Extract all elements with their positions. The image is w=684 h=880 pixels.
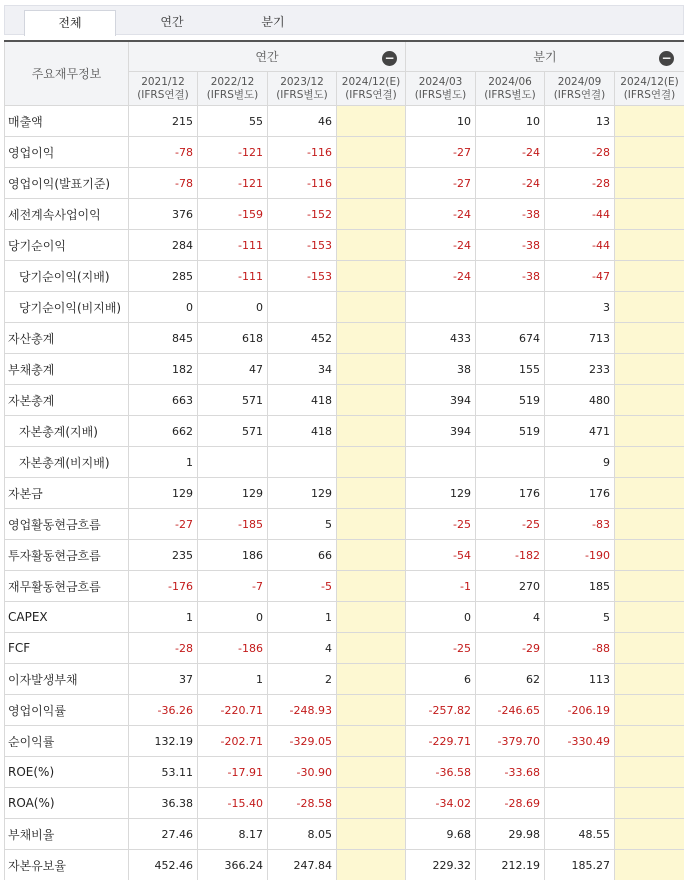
- table-cell: -5: [268, 571, 337, 602]
- table-cell: 29.98: [476, 819, 545, 850]
- table-row: [5, 788, 684, 819]
- table-cell: 618: [198, 323, 268, 354]
- table-cell: -182: [476, 540, 545, 571]
- table-cell: -186: [198, 633, 268, 664]
- table-cell: [615, 292, 684, 323]
- corner-label: 주요재무정보: [5, 41, 129, 106]
- table-cell: [268, 292, 337, 323]
- row-label: 당기순이익(지배): [5, 261, 129, 292]
- table-cell: -44: [545, 199, 615, 230]
- table-cell: 48.55: [545, 819, 615, 850]
- row-label: 당기순이익: [5, 230, 129, 261]
- column-accounting-basis: (IFRS별도): [484, 88, 536, 101]
- table-cell: -38: [476, 261, 545, 292]
- table-cell: [337, 261, 406, 292]
- table-cell: -28.58: [268, 788, 337, 819]
- table-cell: 376: [129, 199, 198, 230]
- column-accounting-basis: (IFRS연결): [345, 88, 397, 101]
- table-cell: [615, 726, 684, 757]
- row-label: 재무활동현금흐름: [5, 571, 129, 602]
- table-cell: [615, 354, 684, 385]
- table-cell: -24: [406, 199, 476, 230]
- table-cell: 55: [198, 106, 268, 137]
- table-cell: 233: [545, 354, 615, 385]
- table-cell: 452.46: [129, 850, 198, 880]
- table-cell: 5: [268, 509, 337, 540]
- tab-bar: [4, 5, 684, 35]
- table-cell: 215: [129, 106, 198, 137]
- row-label: 투자활동현금흐름: [5, 540, 129, 571]
- row-label: 순이익률: [5, 726, 129, 757]
- table-cell: -28: [545, 168, 615, 199]
- column-accounting-basis: (IFRS별도): [414, 88, 467, 101]
- table-cell: 394: [406, 385, 476, 416]
- table-cell: -24: [406, 261, 476, 292]
- table-cell: [615, 509, 684, 540]
- table-cell: [337, 478, 406, 509]
- table-cell: 182: [129, 354, 198, 385]
- table-cell: 132.19: [129, 726, 198, 757]
- table-cell: -30.90: [268, 757, 337, 788]
- table-cell: -47: [545, 261, 615, 292]
- column-accounting-basis: (IFRS연결): [623, 88, 676, 101]
- table-cell: [615, 447, 684, 478]
- financial-summary-table: [4, 40, 684, 880]
- table-cell: -111: [198, 230, 268, 261]
- table-cell: 62: [476, 664, 545, 695]
- column-accounting-basis: (IFRS별도): [206, 88, 259, 101]
- table-cell: [615, 850, 684, 880]
- table-cell: -38: [476, 199, 545, 230]
- table-cell: [337, 633, 406, 664]
- table-cell: -111: [198, 261, 268, 292]
- table-cell: [615, 323, 684, 354]
- table-row: [5, 695, 684, 726]
- table-cell: -54: [406, 540, 476, 571]
- table-cell: [337, 230, 406, 261]
- table-cell: [337, 757, 406, 788]
- table-cell: 129: [406, 478, 476, 509]
- table-cell: -24: [406, 230, 476, 261]
- table-row: [5, 292, 684, 323]
- table-cell: -29: [476, 633, 545, 664]
- row-label: 영업이익률: [5, 695, 129, 726]
- table-cell: 10: [476, 106, 545, 137]
- table-cell: [615, 137, 684, 168]
- table-cell: 4: [476, 602, 545, 633]
- table-row: [5, 168, 684, 199]
- table-cell: [337, 447, 406, 478]
- table-row: [5, 509, 684, 540]
- table-cell: 53.11: [129, 757, 198, 788]
- table-cell: -28: [129, 633, 198, 664]
- tab-quarter[interactable]: 분기: [261, 15, 285, 29]
- table-cell: -153: [268, 261, 337, 292]
- table-cell: -24: [476, 137, 545, 168]
- column-header: [268, 72, 337, 106]
- table-row: [5, 354, 684, 385]
- table-cell: 270: [476, 571, 545, 602]
- table-cell: 46: [268, 106, 337, 137]
- table-cell: -229.71: [406, 726, 476, 757]
- table-cell: -220.71: [198, 695, 268, 726]
- table-cell: -36.26: [129, 695, 198, 726]
- table-cell: [476, 447, 545, 478]
- table-cell: [615, 788, 684, 819]
- column-period: 2024/12(E): [341, 75, 401, 88]
- row-label: 부채총계: [5, 354, 129, 385]
- table-cell: 1: [268, 602, 337, 633]
- table-cell: [337, 850, 406, 880]
- table-cell: [545, 788, 615, 819]
- column-period: 2021/12: [141, 75, 185, 88]
- table-cell: [615, 540, 684, 571]
- table-cell: [615, 602, 684, 633]
- table-cell: [406, 447, 476, 478]
- table-cell: 9.68: [406, 819, 476, 850]
- column-accounting-basis: (IFRS연결): [137, 88, 189, 101]
- table-cell: 229.32: [406, 850, 476, 880]
- table-cell: -17.91: [198, 757, 268, 788]
- table-cell: [615, 168, 684, 199]
- row-label: 영업이익(발표기준): [5, 168, 129, 199]
- row-label: 영업이익: [5, 137, 129, 168]
- table-cell: 13: [545, 106, 615, 137]
- table-cell: [337, 540, 406, 571]
- column-header: [337, 72, 406, 106]
- table-row: [5, 137, 684, 168]
- table-cell: 6: [406, 664, 476, 695]
- table-cell: -27: [406, 168, 476, 199]
- table-cell: -34.02: [406, 788, 476, 819]
- table-cell: 38: [406, 354, 476, 385]
- table-cell: -1: [406, 571, 476, 602]
- table-cell: 3: [545, 292, 615, 323]
- row-label: 세전계속사업이익: [5, 199, 129, 230]
- table-cell: 10: [406, 106, 476, 137]
- table-cell: -176: [129, 571, 198, 602]
- column-header: [476, 72, 545, 106]
- table-cell: [337, 106, 406, 137]
- table-cell: 113: [545, 664, 615, 695]
- table-cell: 433: [406, 323, 476, 354]
- table-cell: -248.93: [268, 695, 337, 726]
- table-cell: 284: [129, 230, 198, 261]
- table-cell: [198, 447, 268, 478]
- table-cell: [337, 726, 406, 757]
- table-cell: 185: [545, 571, 615, 602]
- column-period: 2024/03: [418, 75, 463, 88]
- group-label-annual: 연간: [255, 50, 279, 64]
- column-period: 2023/12: [280, 75, 324, 88]
- table-cell: 235: [129, 540, 198, 571]
- table-cell: 0: [129, 292, 198, 323]
- table-cell: 452: [268, 323, 337, 354]
- table-cell: 176: [476, 478, 545, 509]
- table-cell: 0: [198, 292, 268, 323]
- table-row: [5, 478, 684, 509]
- table-cell: -159: [198, 199, 268, 230]
- table-row: [5, 571, 684, 602]
- table-cell: -24: [476, 168, 545, 199]
- collapse-annual-icon[interactable]: −: [382, 51, 397, 66]
- table-cell: [615, 664, 684, 695]
- table-cell: -206.19: [545, 695, 615, 726]
- table-cell: -15.40: [198, 788, 268, 819]
- table-cell: [406, 292, 476, 323]
- table-cell: 34: [268, 354, 337, 385]
- table-cell: [545, 757, 615, 788]
- column-period: 2022/12: [210, 75, 255, 88]
- table-cell: [615, 199, 684, 230]
- table-cell: -28: [545, 137, 615, 168]
- table-cell: -116: [268, 137, 337, 168]
- table-row: [5, 757, 684, 788]
- table-row: [5, 633, 684, 664]
- row-label: FCF: [5, 633, 129, 664]
- table-row: [5, 850, 684, 880]
- table-cell: -7: [198, 571, 268, 602]
- table-cell: -28.69: [476, 788, 545, 819]
- table-cell: 5: [545, 602, 615, 633]
- table-body: [5, 106, 684, 880]
- row-label: ROE(%): [5, 757, 129, 788]
- table-cell: -152: [268, 199, 337, 230]
- table-cell: [615, 106, 684, 137]
- table-cell: -36.58: [406, 757, 476, 788]
- table-row: [5, 416, 684, 447]
- tab-all[interactable]: 전체: [24, 10, 116, 36]
- row-label: 자본유보율: [5, 850, 129, 880]
- group-header-quarter: [406, 41, 684, 72]
- table-cell: -33.68: [476, 757, 545, 788]
- table-cell: -27: [129, 509, 198, 540]
- table-cell: -121: [198, 137, 268, 168]
- table-cell: 471: [545, 416, 615, 447]
- table-row: [5, 230, 684, 261]
- collapse-quarter-icon[interactable]: −: [659, 51, 674, 66]
- table-cell: 129: [268, 478, 337, 509]
- row-label: 자본총계(지배): [5, 416, 129, 447]
- column-accounting-basis: (IFRS연결): [553, 88, 606, 101]
- table-cell: [615, 230, 684, 261]
- table-cell: [337, 788, 406, 819]
- table-row: [5, 602, 684, 633]
- table-row: [5, 540, 684, 571]
- table-cell: 186: [198, 540, 268, 571]
- table-cell: 176: [545, 478, 615, 509]
- table-cell: -88: [545, 633, 615, 664]
- column-header: [545, 72, 615, 106]
- row-label: 이자발생부채: [5, 664, 129, 695]
- table-cell: [337, 695, 406, 726]
- column-header: [615, 72, 684, 106]
- table-cell: 2: [268, 664, 337, 695]
- table-cell: 1: [129, 602, 198, 633]
- column-header: [198, 72, 268, 106]
- table-cell: 37: [129, 664, 198, 695]
- table-row: [5, 199, 684, 230]
- table-cell: [615, 416, 684, 447]
- table-cell: 519: [476, 385, 545, 416]
- table-cell: -25: [406, 633, 476, 664]
- table-cell: 8.17: [198, 819, 268, 850]
- table-cell: -329.05: [268, 726, 337, 757]
- table-cell: -78: [129, 137, 198, 168]
- table-cell: -78: [129, 168, 198, 199]
- table-cell: -246.65: [476, 695, 545, 726]
- table-cell: -185: [198, 509, 268, 540]
- table-cell: -44: [545, 230, 615, 261]
- table-cell: [615, 261, 684, 292]
- table-cell: [337, 571, 406, 602]
- table-cell: [337, 137, 406, 168]
- row-label: 자산총계: [5, 323, 129, 354]
- table-cell: [337, 664, 406, 695]
- row-label: 영업활동현금흐름: [5, 509, 129, 540]
- table-cell: [615, 819, 684, 850]
- table-cell: -257.82: [406, 695, 476, 726]
- table-cell: 27.46: [129, 819, 198, 850]
- table-row: [5, 447, 684, 478]
- row-label: 매출액: [5, 106, 129, 137]
- table-cell: 519: [476, 416, 545, 447]
- column-period: 2024/09: [557, 75, 602, 88]
- table-cell: 1: [129, 447, 198, 478]
- column-accounting-basis: (IFRS별도): [276, 88, 328, 101]
- tab-annual[interactable]: 연간: [160, 15, 184, 29]
- table-row: [5, 261, 684, 292]
- table-cell: [337, 602, 406, 633]
- table-cell: 129: [198, 478, 268, 509]
- table-cell: 662: [129, 416, 198, 447]
- table-cell: 674: [476, 323, 545, 354]
- table-cell: 663: [129, 385, 198, 416]
- table-cell: 571: [198, 416, 268, 447]
- table-cell: 0: [198, 602, 268, 633]
- table-row: [5, 819, 684, 850]
- table-cell: 212.19: [476, 850, 545, 880]
- table-cell: [337, 354, 406, 385]
- table-cell: 285: [129, 261, 198, 292]
- table-cell: 66: [268, 540, 337, 571]
- table-cell: [337, 323, 406, 354]
- table-row: [5, 323, 684, 354]
- table-row: [5, 664, 684, 695]
- table-cell: [337, 385, 406, 416]
- table-cell: [337, 292, 406, 323]
- table-row: [5, 106, 684, 137]
- table-cell: -202.71: [198, 726, 268, 757]
- row-label: 부채비율: [5, 819, 129, 850]
- table-cell: 47: [198, 354, 268, 385]
- table-cell: [337, 416, 406, 447]
- table-cell: [615, 478, 684, 509]
- table-cell: 1: [198, 664, 268, 695]
- table-cell: 155: [476, 354, 545, 385]
- table-cell: 129: [129, 478, 198, 509]
- table-cell: [337, 168, 406, 199]
- table-cell: -153: [268, 230, 337, 261]
- table-cell: 9: [545, 447, 615, 478]
- table-cell: -25: [406, 509, 476, 540]
- table-cell: [476, 292, 545, 323]
- table-cell: -83: [545, 509, 615, 540]
- table-cell: -330.49: [545, 726, 615, 757]
- table-cell: -190: [545, 540, 615, 571]
- table-cell: [615, 695, 684, 726]
- column-period: 2024/06: [488, 75, 532, 88]
- table-cell: [337, 509, 406, 540]
- table-cell: [615, 571, 684, 602]
- table-cell: -25: [476, 509, 545, 540]
- table-cell: 8.05: [268, 819, 337, 850]
- table-cell: 480: [545, 385, 615, 416]
- table-cell: 713: [545, 323, 615, 354]
- table-cell: -27: [406, 137, 476, 168]
- table-row: [5, 385, 684, 416]
- row-label: 자본금: [5, 478, 129, 509]
- table-cell: 0: [406, 602, 476, 633]
- group-label-quarter: 분기: [533, 50, 557, 64]
- table-top-rule: [4, 40, 684, 42]
- table-cell: -116: [268, 168, 337, 199]
- table-row: [5, 726, 684, 757]
- group-header-annual: [129, 41, 406, 72]
- table-cell: [615, 633, 684, 664]
- row-label: 자본총계: [5, 385, 129, 416]
- table-cell: 394: [406, 416, 476, 447]
- table-cell: [268, 447, 337, 478]
- table-cell: -379.70: [476, 726, 545, 757]
- table-cell: 366.24: [198, 850, 268, 880]
- table-cell: 185.27: [545, 850, 615, 880]
- table-cell: -38: [476, 230, 545, 261]
- table-cell: [337, 819, 406, 850]
- column-period: 2024/12(E): [620, 75, 679, 88]
- row-label: 당기순이익(비지배): [5, 292, 129, 323]
- table-cell: 418: [268, 385, 337, 416]
- table-cell: 247.84: [268, 850, 337, 880]
- table-cell: [615, 385, 684, 416]
- table-cell: [615, 757, 684, 788]
- table-cell: 845: [129, 323, 198, 354]
- table-cell: 571: [198, 385, 268, 416]
- row-label: ROA(%): [5, 788, 129, 819]
- table-cell: 36.38: [129, 788, 198, 819]
- column-header: [129, 72, 198, 106]
- table-cell: -121: [198, 168, 268, 199]
- table-cell: 4: [268, 633, 337, 664]
- row-label: 자본총계(비지배): [5, 447, 129, 478]
- column-header: [406, 72, 476, 106]
- row-label: CAPEX: [5, 602, 129, 633]
- table-cell: 418: [268, 416, 337, 447]
- table-cell: [337, 199, 406, 230]
